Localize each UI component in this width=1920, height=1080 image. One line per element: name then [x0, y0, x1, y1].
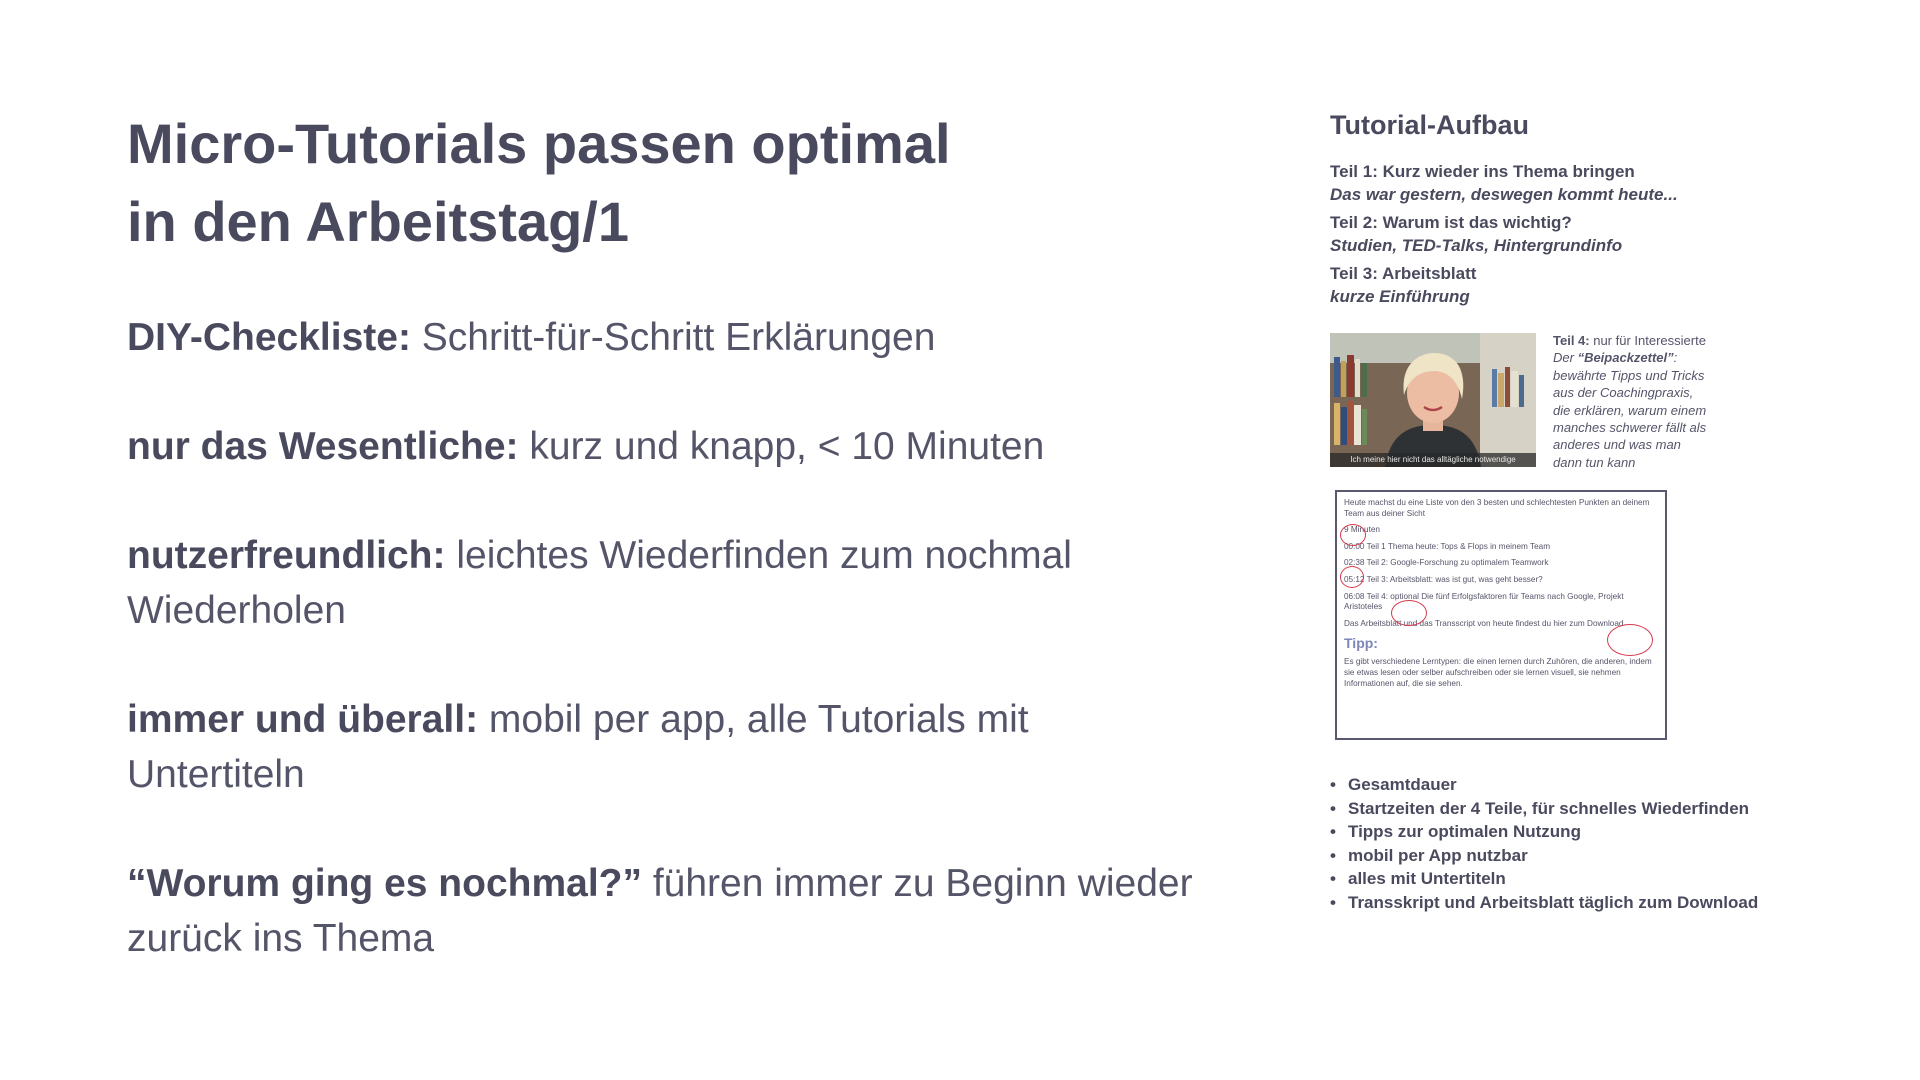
- part-4-description: [1553, 332, 1753, 471]
- teil4-line: bewährte Tipps und Tricks: [1553, 367, 1705, 383]
- teil4-der: Der: [1553, 350, 1578, 366]
- bullet-label: “Worum ging es nochmal?”: [127, 862, 642, 905]
- teil4-colon: :: [1673, 350, 1678, 366]
- bullet-diy-checkliste: [127, 310, 935, 365]
- part-list: [1330, 160, 1760, 313]
- part-item: [1330, 262, 1760, 308]
- feature-item: • Tipps zur optimalen Nutzung: [1330, 820, 1760, 844]
- teil4-beipack: “Beipackzettel”: [1577, 350, 1674, 366]
- bullet-label: immer und überall:: [127, 698, 479, 741]
- doc-timestamp-3: 05:12 Teil 3: Arbeitsblatt: was ist gut, was geht besser?: [1344, 574, 1543, 584]
- doc-timestamp-1: 00:00 Teil 1 Thema heute: Tops & Flops in meinem Team: [1344, 541, 1551, 551]
- teil4-line: manches schwerer fällt als: [1553, 420, 1707, 436]
- teil4-label-rest: nur für Interessierte: [1589, 333, 1706, 348]
- feature-item: • Startzeiten der 4 Teile, für schnelles Wiederfinden: [1330, 797, 1760, 821]
- doc-duration: 9 Minuten: [1344, 525, 1380, 535]
- doc-tipp-text: Es gibt verschiedene Lerntypen: die einen lernen durch Zuhören, die anderen, indem sie etwas lesen oder selber aufschreiben oder sie lernen visuell, sie nehmen Informationen auf, die sie sehen.: [1344, 657, 1652, 688]
- part-subtitle: Studien, TED-Talks, Hintergrundinfo: [1330, 236, 1623, 255]
- doc-tipp-label: Tipp:: [1344, 635, 1378, 652]
- doc-timestamp-2: 02:38 Teil 2: Google-Forschung zu optimalem Teamwork: [1344, 558, 1549, 568]
- panel-title: Tutorial-Aufbau: [1330, 110, 1529, 140]
- title-line-2: in den Arbeitstag/1: [127, 190, 630, 253]
- bullet-text: mobil per app, alle Tutorials mit Untertiteln: [127, 698, 1029, 796]
- bullet-worum-ging-es: [127, 856, 1227, 966]
- bullet-wesentliche: [127, 419, 1044, 474]
- feature-item: • mobil per App nutzbar: [1330, 844, 1760, 868]
- feature-item: • Transskript und Arbeitsblatt täglich zum Download: [1330, 891, 1760, 915]
- bullet-label: nur das Wesentliche:: [127, 425, 519, 468]
- bullet-text: führen immer zu Beginn wieder zurück ins Thema: [127, 862, 1193, 960]
- video-subtitle: Ich meine hier nicht das alltägliche notwendige: [1330, 453, 1536, 467]
- part-heading: Teil 3: Arbeitsblatt: [1330, 264, 1477, 283]
- slide-title: [127, 105, 951, 261]
- teil4-line: aus der Coachingpraxis,: [1553, 385, 1694, 401]
- part-heading: Teil 1: Kurz wieder ins Thema bringen: [1330, 162, 1635, 181]
- teil4-line: anderes und was man: [1553, 437, 1681, 453]
- title-line-1: Micro-Tutorials passen optimal: [127, 112, 951, 175]
- teil4-line: die erklären, warum einem: [1553, 402, 1707, 418]
- bullet-text: kurz und knapp, < 10 Minuten: [518, 425, 1045, 468]
- bullet-label: nutzerfreundlich:: [127, 534, 446, 577]
- bullet-label: DIY-Checkliste:: [127, 316, 411, 359]
- part-item: [1330, 160, 1760, 206]
- part-subtitle: kurze Einführung: [1330, 287, 1470, 306]
- presenter-image: [1330, 333, 1536, 467]
- bullet-nutzerfreundlich: [127, 528, 1087, 638]
- tutorial-features-list: [1330, 773, 1760, 914]
- doc-intro: Heute machst du eine Liste von den 3 besten und schlechtesten Punkten an deinem Team aus deiner Sicht: [1344, 498, 1650, 518]
- doc-timestamp-4: 06:08 Teil 4: optional Die fünf Erfolgsfaktoren für Teams nach Google, Projekt Aristoteles: [1344, 591, 1624, 612]
- teil4-heading-line: [1553, 332, 1753, 349]
- feature-item: • alles mit Untertiteln: [1330, 867, 1760, 891]
- part-heading: Teil 2: Warum ist das wichtig?: [1330, 213, 1572, 232]
- part-item: [1330, 211, 1760, 257]
- doc-download-note: Das Arbeitsblatt und das Transscript von heute findest du hier zum Download: [1344, 618, 1624, 628]
- tutorial-description-screenshot: [1335, 490, 1667, 740]
- feature-item: • Gesamtdauer: [1330, 773, 1760, 797]
- bullet-text: leichtes Wiederfinden zum nochmal Wiederholen: [127, 534, 1072, 632]
- bullet-text: Schritt-für-Schritt Erklärungen: [410, 316, 936, 359]
- teil4-label: Teil 4:: [1553, 333, 1590, 348]
- video-thumbnail[interactable]: [1330, 333, 1536, 467]
- teil4-beipack-line: [1553, 349, 1753, 366]
- part-subtitle: Das war gestern, deswegen kommt heute...: [1330, 185, 1678, 204]
- bullet-immer-ueberall: [127, 692, 1187, 802]
- teil4-line: dann tun kann: [1553, 454, 1636, 470]
